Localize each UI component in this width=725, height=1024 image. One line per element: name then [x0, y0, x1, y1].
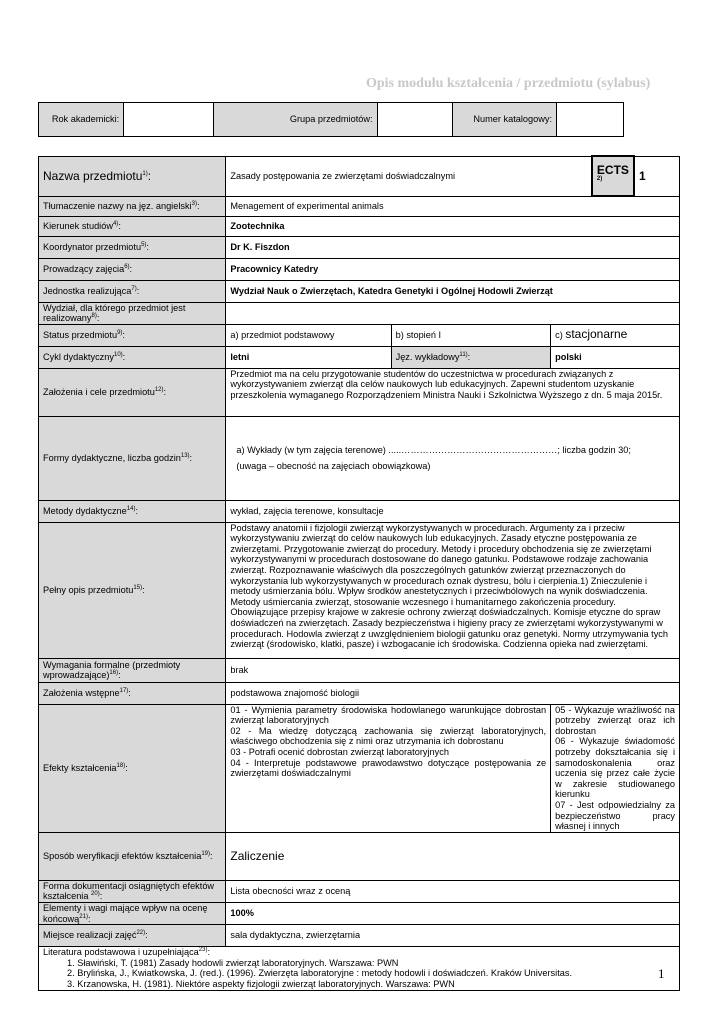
efekt-item: 06 - Wykazuje świadomość potrzeby dokształcania się i samodoskonalenia oraz uczenia się przez całe życie w zakresie studiowanego kierunku: [555, 736, 675, 800]
document-title: Opis modułu kształcenia / przedmiotu (sylabus): [366, 76, 651, 91]
koordynator-label: Koordynator przedmiotu$^{5)}$:: [39, 236, 226, 258]
nazwa-value: Zasady postępowania ze zwierzętami doświadczalnymi: [226, 156, 592, 196]
jezyk-value: polski: [551, 346, 680, 368]
prowadzacy-value: Pracownicy Katedry: [226, 258, 680, 280]
ects-value: 1: [634, 156, 680, 196]
cykl-value: letni: [226, 346, 391, 368]
jednostka-value: Wydział Nauk o Zwierzętach, Katedra Genetyki i Ogólnej Hodowli Zwierząt: [226, 280, 680, 302]
tlumaczenie-label: Tłumaczenie nazwy na jęz. angielski$^{3)}$:: [39, 196, 226, 216]
metody-value: wykład, zajęcia terenowe, konsultacje: [226, 500, 680, 522]
formy-line-1: a) Wykłady (w tym zajęcia terenowe) .....……………………………………………; liczba godzin 30;: [236, 444, 631, 455]
jednostka-label: Jednostka realizująca$^{7)}$:: [39, 280, 226, 302]
formy-value: [226, 416, 680, 500]
jezyk-label: Jęz. wykładowy$^{11)}$:: [391, 346, 551, 368]
status-label: Status przedmiotu$^{9)}$:: [39, 324, 226, 346]
kierunek-value: Zootechnika: [226, 216, 680, 236]
grupa-value: [377, 103, 452, 137]
wydzial-value: [226, 302, 680, 324]
page-number: 1: [658, 966, 665, 981]
syllabus-table: [38, 155, 680, 991]
nazwa-label: Nazwa przedmiotu$^{1)}$:: [39, 156, 226, 196]
koordynator-value: Dr K. Fiszdon: [226, 236, 680, 258]
forma-dokumentacji-value: Lista obecności wraz z oceną: [226, 880, 680, 902]
ects-label: ECTS $^{2)}$: [592, 156, 634, 196]
zalozenia-wstepne-value: podstawowa znajomość biologii: [226, 682, 680, 704]
zalozenia-wstepne-label: Założenia wstępne$^{17)}$:: [39, 682, 226, 704]
efekty-right: [551, 704, 680, 832]
literatura-item: 2. Brylińska, J., Kwiatkowska, J. (red.). (1996). Zwierzęta laboratoryjne : metody hodowli i doświadczeń. Kraków Universitas.: [67, 968, 572, 979]
status-c: c) stacjonarne: [551, 324, 680, 346]
efekty-left: [226, 704, 551, 832]
efekt-item: 05 - Wykazuje wrażliwość na potrzeby zwierząt oraz ich dobrostan: [555, 704, 675, 736]
literatura-cell: [39, 947, 680, 991]
numer-label: Numer katalogowy:: [452, 103, 556, 137]
elementy-wagi-value: 100%: [226, 903, 680, 925]
miejsce-value: sala dydaktyczna, zwierzętarnia: [226, 925, 680, 947]
efekt-item: 04 - Interpretuje podstawowe prawodawstwo dotyczące postępowania ze zwierzętami doświadczalnymi: [230, 757, 547, 779]
literatura-label: Literatura podstawowa i uzupełniająca$^{23)}$:: [43, 947, 211, 958]
zalozenia-label: Założenia i cele przedmiotu$^{12)}$:: [39, 368, 226, 416]
top-table: [38, 102, 624, 137]
rok-value: [124, 103, 214, 137]
cykl-label: Cykl dydaktyczny$^{10)}$:: [39, 346, 226, 368]
literatura-item: 3. Krzanowska, H. (1981). Niektóre aspekty fizjologii zwierząt laboratoryjnych. Warszawa: PWN: [67, 978, 455, 989]
metody-label: Metody dydaktyczne$^{14)}$:: [39, 500, 226, 522]
zalozenia-value: Przedmiot ma na celu przygotowanie studentów do uczestnictwa w procedurach związanych z wykorzystywaniem zwierząt dla celów naukowych lub edukacyjnych. Zapewni studentom uzyskanie przeszkolenia wymaganego Rozporządzeniem Ministra Nauki i Szkolnictwa Wyższego z dn. 5 maja 2015r.: [226, 368, 680, 416]
forma-dokumentacji-label: Forma dokumentacji osiągniętych efektów kształcenia $^{20)}$:: [39, 880, 226, 902]
formy-line-2: (uwaga – obecność na zajęciach obowiązkowa): [236, 461, 431, 472]
pelny-opis-value: Podstawy anatomii i fizjologii zwierząt wykorzystywanych w procedurach. Argumenty za i przeciw wykorzystywaniu zwierząt do celów naukowych lub edukacyjnych. Zasady etyczne postępowania ze zwierzętami. Przygotowanie zwierząt do procedury. Metody i procedury obchodzenia się ze zwierzętami wykorzystywanymi w procedurach dostosowane do danego gatunku. Podstawowe rodzaje zachowania zwierząt. Rozpoznawanie właściwych dla poszczególnych gatunków zwierząt przeznaczonych do wykorzystania lub wykorzystywanych w procedurach oznak dystresu, bólu i cierpienia.1) Znieczulenie i metody uśmierzania bólu. Wpływ środków anestetycznych i przeciwbólowych na wynik doświadczenia. Metody uśmiercania zwierząt, stosowanie wczesnego i humanitarnego zakończenia procedury. Obowiązujące przepisy krajowe w zakresie ochrony zwierząt doświadczalnych. Komisje etyczne do spraw doświadczeń na zwierzętach. Zasady bezpieczeństwa i higieny pracy ze zwierzętami wykorzystywanymi w procedurach. Hodowla zwierząt z uwzględnieniem biologii gatunku oraz genetyki. Normy utrzymywania tych zwierząt (środowisko, klatki, pasze) i wzbogacanie ich środowiska. Codzienna opieka nad zwierzętami.: [226, 522, 680, 658]
elementy-wagi-label: Elementy i wagi mające wpływ na ocenę końcową$^{21)}$:: [39, 903, 226, 925]
sposob-weryfikacji-value: Zaliczenie: [226, 832, 680, 880]
efekty-label: Efekty kształcenia$^{18)}$:: [39, 704, 226, 832]
efekt-item: 03 - Potrafi ocenić dobrostan zwierząt laboratoryjnych: [230, 747, 449, 758]
kierunek-label: Kierunek studiów$^{4)}$:: [39, 216, 226, 236]
wymagania-value: brak: [226, 658, 680, 682]
efekt-item: 07 - Jest odpowiedzialny za bezpieczeństwo pracy własnej i innych: [555, 800, 675, 832]
status-a: a) przedmiot podstawowy: [226, 324, 391, 346]
status-b: b) stopień I: [391, 324, 551, 346]
grupa-label: Grupa przedmiotów:: [214, 103, 377, 137]
formy-label: Formy dydaktyczne, liczba godzin$^{13)}$:: [39, 416, 226, 500]
numer-value: [557, 103, 624, 137]
tlumaczenie-value: Menagement of experimental animals: [226, 196, 680, 216]
pelny-opis-label: Pełny opis przedmiotu$^{15)}$:: [39, 522, 226, 658]
sposob-weryfikacji-label: Sposób weryfikacji efektów kształcenia$^{19)}$:: [39, 832, 226, 880]
literatura-list: [43, 958, 675, 990]
wydzial-label: Wydział, dla którego przedmiot jest realizowany$^{8)}$:: [39, 302, 226, 324]
prowadzacy-label: Prowadzący zajęcia$^{6)}$:: [39, 258, 226, 280]
efekt-item: 01 - Wymienia parametry środowiska hodowlanego warunkujące dobrostan zwierząt laboratoryjnych: [230, 704, 547, 726]
efekt-item: 02 - Ma wiedzę dotyczącą zachowania się zwierząt laboratoryjnych, właściwego obchodzenia się z nimi oraz utrzymania ich dobrostanu: [230, 725, 547, 747]
wymagania-label: Wymagania formalne (przedmioty wprowadzające)$^{16)}$:: [39, 658, 226, 682]
literatura-item: 1. Sławiński, T. (1981) Zasady hodowli zwierząt laboratoryjnych. Warszawa: PWN: [67, 957, 399, 968]
rok-label: Rok akademicki:: [39, 103, 124, 137]
miejsce-label: Miejsce realizacji zajęć$^{22)}$:: [39, 925, 226, 947]
